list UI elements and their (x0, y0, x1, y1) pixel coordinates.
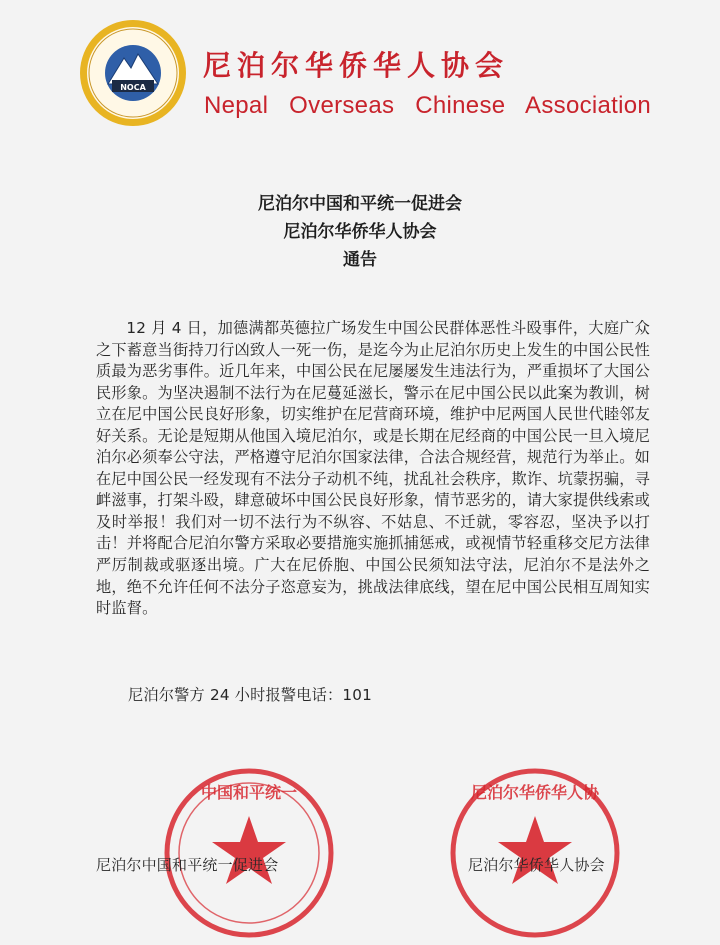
notice-paragraph: 12 月 4 日，加德满都英德拉广场发生中国公民群体恶性斗殴事件，大庭广众之下蓄意当街持刀行凶致人一死一伤，是迄今为止尼泊尔历史上发生的中国公民性质最为恶劣事件。近几年来，中国公民在尼屡屡发生违法行为，严重损坏了大国公民形象。为坚决遏制不法行为在尼蔓延滋长，警示在尼中国公民以此案为教训，树立在尼中国公民良好形象，切实维护在尼营商环境，维护中尼两国人民世代睦邻友好关系。无论是短期从他国入境尼泊尔，或是长期在尼经商的中国公民一旦入境尼泊尔必须奉公守法，严格遵守尼泊尔国家法律，合法合规经营，规范行为举止。如在尼中国公民一经发现有不法分子动机不纯，扰乱社会秩序，欺诈、坑蒙拐骗，寻衅滋事，打架斗殴，肆意破坏中国公民良好形象，情节恶劣的，请大家提供线索或及时举报！我们对一切不法行为不纵容、不姑息、不迁就，零容忍，坚决予以打击！并将配合尼泊尔警方采取必要措施实施抓捕惩戒，或视情节轻重移交尼方法律严厉制裁或驱逐出境。广大在尼侨胞、中国公民须知法守法，尼泊尔不是法外之地，绝不允许任何不法分子恣意妄为，挑战法律底线，望在尼中国公民相互周知实时监督。 (96, 319, 650, 618)
signature-left: 尼泊尔中国和平统一促进会 (96, 856, 279, 874)
logo-abbrev: NOCA (120, 83, 146, 92)
title-line-3: 通告 (343, 250, 377, 270)
title-line-1: 尼泊尔中国和平统一促进会 (258, 194, 462, 214)
svg-text:中国和平统一: 中国和平统一 (200, 783, 298, 802)
police-hotline: 尼泊尔警方 24 小时报警电话：101 (128, 686, 373, 704)
association-logo (78, 18, 188, 128)
title-line-2: 尼泊尔华侨华人协会 (283, 222, 437, 242)
notice-titles (0, 190, 720, 274)
org-name-chinese: 尼泊尔华侨华人协会 (203, 49, 510, 82)
svg-text:尼泊尔华侨华人协: 尼泊尔华侨华人协 (470, 783, 600, 802)
org-name-english: Nepal Overseas Chinese Association (204, 92, 652, 119)
notice-body (96, 318, 650, 620)
signature-right: 尼泊尔华侨华人协会 (468, 856, 605, 874)
logo-emblem-icon (78, 18, 188, 128)
